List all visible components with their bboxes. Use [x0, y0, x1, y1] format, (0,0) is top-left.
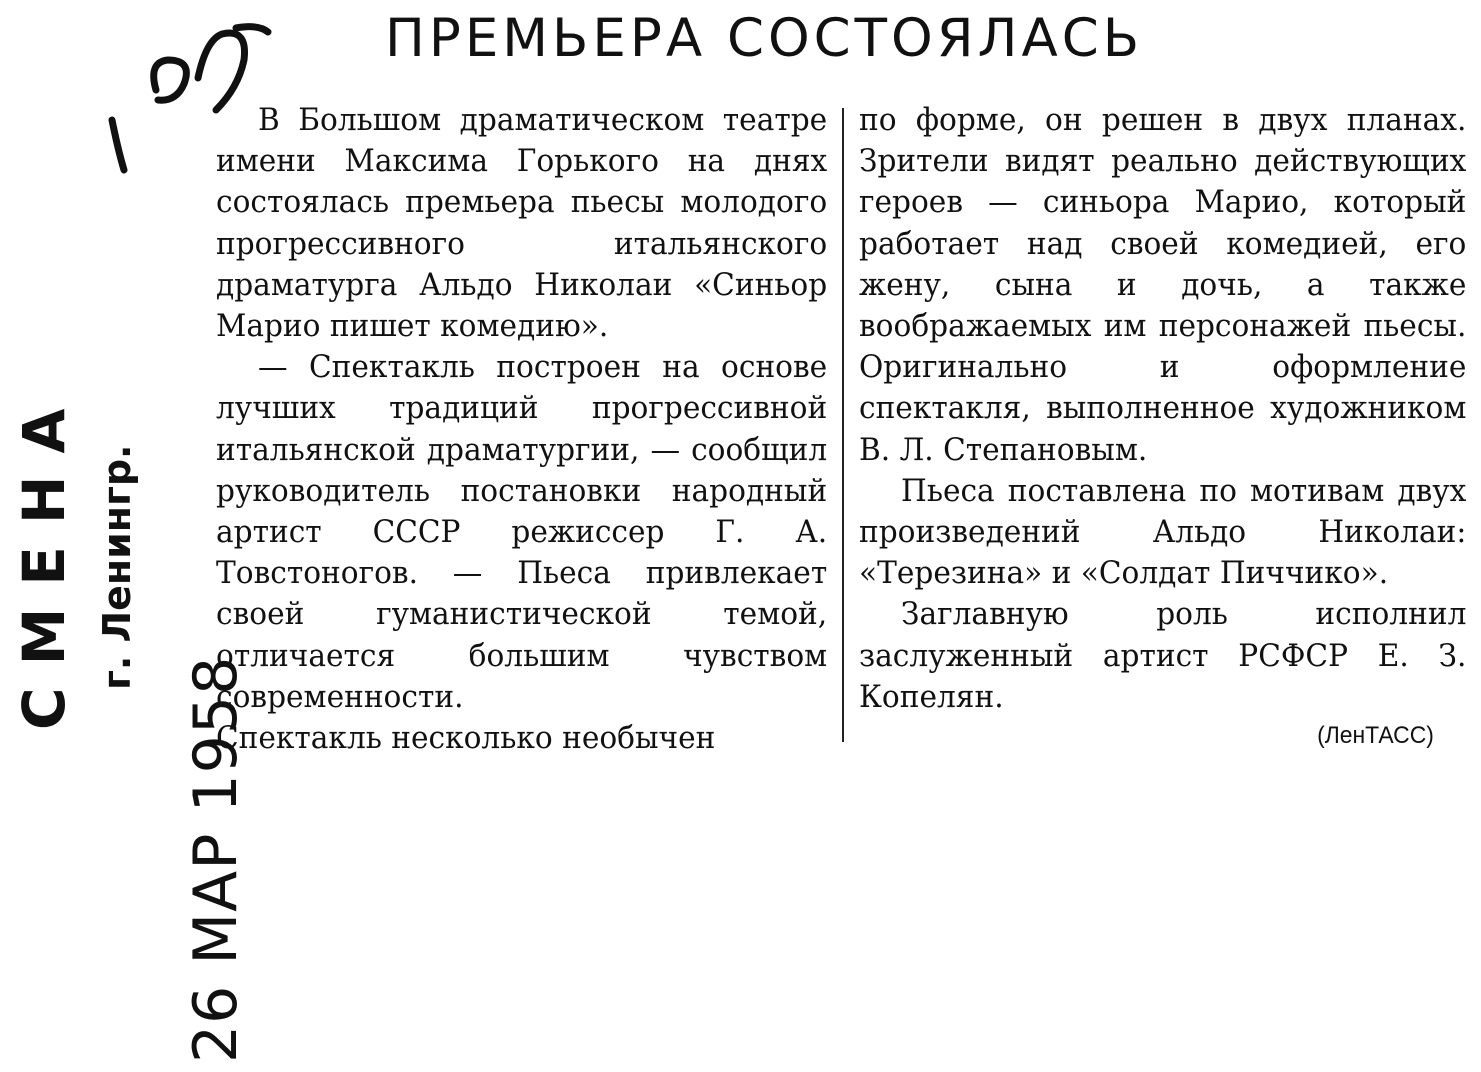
paragraph: — Спектакль построен на основе лучших традиций прогрессивной итальянской драматургии, — сообщил руководитель постановки народный артист СССР режиссер Г. А. Товстоногов. — Пьеса привлекает своей гуманистической темой, отличается большим чувством современности.	[216, 349, 828, 715]
paragraph: В Большом драматическом театре имени Максима Горького на днях состоялась премьера пьесы молодого прогрессивного итальянского драматурга Альдо Николаи «Синьор Марио пишет комедию».	[216, 102, 828, 345]
paragraph: Пьеса поставлена по мотивам двух произведений Альдо Николаи: «Терезина» и «Солдат Пиччико».	[859, 472, 1467, 592]
stamp-date-text: 26 МАР 1958	[181, 655, 251, 1063]
handwritten-archive-number	[98, 20, 278, 185]
column-divider	[842, 108, 844, 742]
stamp-newspaper-text: СМЕНА	[10, 386, 78, 730]
paragraph: по форме, он решен в двух планах. Зрители видят реально действующих героев — синьора Марио, который работает над своей комедией, его жену, сына и дочь, а также воображаемых им персонажей пьесы. Оригинально и оформление спектакля, выполненное художником В. Л. Степановым.	[859, 102, 1467, 468]
article-column-left	[216, 100, 827, 759]
stamp-city-text: г. Ленингр.	[95, 444, 139, 690]
paragraph: Заглавную роль исполнил заслуженный артист РСФСР Е. З. Копелян.	[859, 596, 1467, 715]
stamp-newspaper-name	[10, 335, 78, 735]
headline: ПРЕМЬЕРА СОСТОЯЛАСЬ	[385, 8, 1144, 69]
article-column-right	[859, 100, 1466, 754]
stamp-city	[95, 355, 139, 695]
paragraph: Спектакль несколько необычен	[216, 720, 716, 757]
signature: (ЛенТАСС)	[1317, 722, 1434, 750]
stamp-date	[176, 655, 251, 1068]
